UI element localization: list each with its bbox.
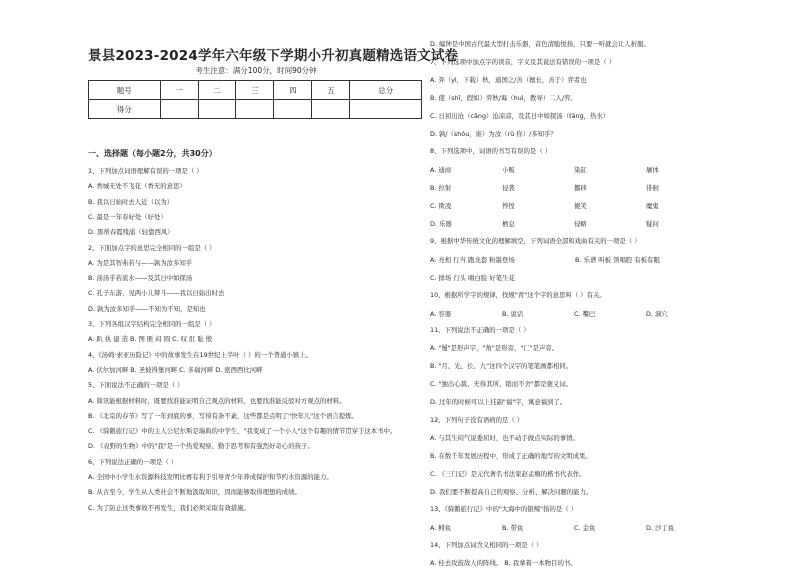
answer-option: C. 日初出沧（cāng）沧凉凉，及其日中如探汤（tāng，热水） bbox=[430, 111, 610, 120]
answer-option: 悴惶 bbox=[502, 202, 515, 211]
answer-option: A. 伏尔加河畔 B. 圣彼得堡河畔 C. 多瑙河畔 D. 密西西比河畔 bbox=[88, 365, 263, 374]
answer-option: A. 与其生闷气说委屈时，也不动手做点实际的事情。 bbox=[430, 433, 579, 442]
exam-notice: 考生注意：满分100分，时间90分钟 bbox=[195, 66, 317, 75]
answer-option: A. 全国中小学生水资源科技发明比赛有利于引导青少年养成保护和节约水资源的能力。 bbox=[88, 473, 333, 481]
score-cell: 总分 bbox=[350, 81, 422, 100]
answer-option: 疑问 bbox=[646, 220, 659, 228]
score-cell: 一 bbox=[160, 81, 198, 100]
answer-option: B. 带鱼 bbox=[502, 524, 524, 533]
answer-option: D. 孰/（shóu，谁）为汝（rǔ 你）/多知乎？ bbox=[430, 129, 557, 138]
answer-option: B. 从古至今，学生从人类社会不断地汲取知识，因而能够取得理想的成绩。 bbox=[88, 488, 301, 497]
answer-option: D. 黑蒂春霞残浦（轻靠西风） bbox=[88, 228, 174, 237]
answer-option: 徘徊 bbox=[646, 184, 659, 193]
question-stem: 8、下列选项中，词语的书写有误的是（ ） bbox=[430, 147, 552, 156]
answer-option: B. 汤汤乎若流水——及其日中如探汤 bbox=[88, 274, 193, 283]
score-input-cell[interactable] bbox=[198, 100, 236, 119]
exam-title: 景县2023-2024学年六年级下学期小升初真题精选语文试卷 bbox=[88, 48, 459, 64]
question-stem: 3、下列各组汉字结构完全相同的一组是（ ） bbox=[88, 320, 216, 328]
answer-option: A. 亮相 行当 跑龙套 粉墨登场 bbox=[430, 255, 515, 264]
score-input-cell[interactable] bbox=[274, 100, 312, 119]
answer-option: C. 金鱼 bbox=[574, 524, 596, 533]
question-stem: 13、《骑鹅旅行记》中的"大海中的银鲸"指的是（ ） bbox=[430, 505, 578, 514]
answer-option: A. 趴 执 建 造 B. 图 匪 闷 圆 C. 叹 肛 耻 殷 bbox=[88, 335, 213, 344]
question-stem: 11、下列说法不正确的一项是（ ） bbox=[430, 326, 530, 335]
answer-option: C. 《骑鹅旅行记》中的主人公尼尔斯是瑞典的中学生，"我变成了一个小人"这个有趣的情节贯穿于这本书中。 bbox=[88, 427, 397, 436]
question-stem: 6、下列说法正确的一项是（ ） bbox=[88, 457, 178, 466]
answer-option: 栖息 bbox=[502, 220, 515, 228]
question-stem: 5、下面说法不正确的一项是（ ） bbox=[88, 381, 184, 390]
answer-option: A. 香城无处不飞花（香无的意思） bbox=[88, 182, 186, 191]
answer-option: C. 《三门记》是元代著名书法家赵孟頫的楷书代表作。 bbox=[430, 469, 586, 478]
answer-option: C. 欺凌 bbox=[430, 202, 452, 211]
answer-option: C. "独出心裁、无得其所、销而不舍"都是褒义词。 bbox=[430, 380, 573, 389]
answer-option-row bbox=[430, 523, 720, 532]
answer-option: A. 鲱鱼 bbox=[430, 524, 452, 533]
answer-option: A. 简讯能根据材料时，既要找准能证明自己观点的材料，也要找准能反驳对方观点的材料。 bbox=[88, 396, 346, 405]
answer-option-row bbox=[430, 165, 720, 174]
score-cell: 五 bbox=[312, 81, 350, 100]
answer-option: C. 排场 行头 唱白脸 好笔生花 bbox=[430, 273, 515, 282]
answer-option: A. "蜀"是形声字，"角"是形旁，"匚"是声旁。 bbox=[430, 344, 559, 353]
score-table-score-row bbox=[89, 100, 422, 119]
score-cell: 题号 bbox=[89, 81, 161, 100]
score-table-header-row bbox=[89, 81, 422, 100]
answer-option: D. 沙丁鱼 bbox=[646, 524, 675, 533]
score-cell: 得分 bbox=[89, 100, 161, 119]
answer-option: C. 孔子东游，见两小儿辩斗——我以日始出时去 bbox=[88, 289, 225, 298]
answer-option: A. 容器 bbox=[430, 309, 452, 318]
answer-option: C. 为了防止这类事故不再发生，我们必须采取有效措施。 bbox=[88, 503, 250, 512]
answer-option: A. 奔（yì，下载）秋，通国之/善（擅长，善于）弈者也 bbox=[430, 75, 587, 84]
answer-option: B. "月、光、长、九"这四个汉字的笔笔画都相同。 bbox=[430, 362, 573, 371]
question-stem: 2、下面加点字的意思完全相同的一组是（ ） bbox=[88, 243, 216, 252]
score-cell: 二 bbox=[198, 81, 236, 100]
answer-option: D. 《袁野的生物》中的"我"是一个热爱观察、勤于思考和有强烈好奇心的孩子。 bbox=[88, 442, 314, 451]
answer-option: A. 为是其智弗若与——孰为汝多知乎 bbox=[88, 258, 193, 267]
answer-option bbox=[575, 273, 720, 282]
answer-option: D. 我们要不断提高自己的观察、分析、解决问题的能力。 bbox=[430, 487, 593, 496]
answer-option: A. 桂去攻鼓敌人的阵线。 B. 我拿着一本物目的书。 bbox=[430, 559, 577, 568]
answer-option: B. 《北京的春节》写了一年到底的事，写得有条不紊，这些都是点明了"快年儿"这个语言提炼。 bbox=[88, 411, 358, 420]
answer-option-row bbox=[430, 201, 720, 210]
score-input-cell[interactable] bbox=[160, 100, 198, 119]
section-heading: 一、选择题（每小题2分，共30分） bbox=[88, 149, 217, 158]
question-stem: 12、下列句子没有语病的是（ ） bbox=[430, 415, 524, 424]
answer-option-row bbox=[430, 183, 720, 192]
score-cell: 四 bbox=[274, 81, 312, 100]
answer-option: 屠体 bbox=[646, 166, 659, 175]
answer-option-row bbox=[430, 273, 720, 282]
answer-option: B. 在数千年发展历程中，形成了正确的地写的文明成果。 bbox=[430, 451, 592, 460]
answer-option: 傻笑 bbox=[574, 202, 587, 211]
answer-option: D. 孰为汝多知乎——不知为不知，是知也 bbox=[88, 304, 206, 313]
question-stem: 9、根据中华传统文化的理解填空，下列词语全部和戏曲有关的一项是（ ） bbox=[430, 236, 641, 245]
answer-option: B. 使（shǐ，假如）弈秋/诲（huì，教导）二人/弈。 bbox=[430, 93, 577, 102]
answer-option: D. 乐器 bbox=[430, 220, 452, 228]
answer-option: C. 最是一年春好处（好处） bbox=[88, 212, 167, 221]
answer-option: 侵袭 bbox=[502, 184, 515, 193]
answer-option: B. 我以日始时去人近（以为） bbox=[88, 197, 174, 206]
question-stem: 4、《汤姆·索亚历险记》中的故事发生在19世纪上半叶（ ）的一个普通小镇上。 bbox=[88, 350, 312, 359]
answer-option: 侵略 bbox=[574, 220, 587, 228]
score-input-cell[interactable] bbox=[236, 100, 274, 119]
answer-option: B. 说话 bbox=[502, 309, 524, 318]
answer-option: 魔鬼 bbox=[646, 202, 659, 211]
answer-option: C. 嘴巴 bbox=[574, 309, 596, 318]
score-input-cell[interactable] bbox=[312, 100, 350, 119]
answer-option: 染缸 bbox=[574, 166, 587, 175]
score-input-cell[interactable] bbox=[350, 100, 422, 119]
answer-option: 挪移 bbox=[574, 184, 587, 193]
question-stem: 10、根据所学字的规律，找规"青"这个字的意思叫（ ）有关。 bbox=[430, 290, 606, 299]
answer-option-row bbox=[430, 309, 720, 318]
question-stem: 7、下列选项中加点字的读音，字义及其说法有错误的一项是（ ） bbox=[430, 57, 616, 66]
question-stem: 14、下列加点词含义相同的一项是（ ） bbox=[430, 541, 543, 550]
score-table bbox=[88, 80, 422, 119]
answer-option: D. 编钟是中国古代最大型打击乐器，音色清脆悦扬，只要一听就会让人折服。 bbox=[430, 40, 650, 48]
answer-option: 小贩 bbox=[502, 166, 515, 175]
answer-option: B. 乐谱 叫板 领唱腔 有板有眼 bbox=[575, 255, 660, 264]
score-cell: 三 bbox=[236, 81, 274, 100]
answer-option: D. 洞穴 bbox=[646, 309, 668, 318]
answer-option: D. 过年的时候可以上挂副"福"字，寓意福到了。 bbox=[430, 398, 567, 406]
question-stem: 1、下列加点词语理解有误的一项是（ ） bbox=[88, 167, 203, 175]
answer-option-row bbox=[430, 255, 720, 264]
answer-option-row bbox=[430, 219, 720, 228]
answer-option: B. 拉射 bbox=[430, 184, 452, 193]
answer-option: A. 通商 bbox=[430, 166, 452, 175]
